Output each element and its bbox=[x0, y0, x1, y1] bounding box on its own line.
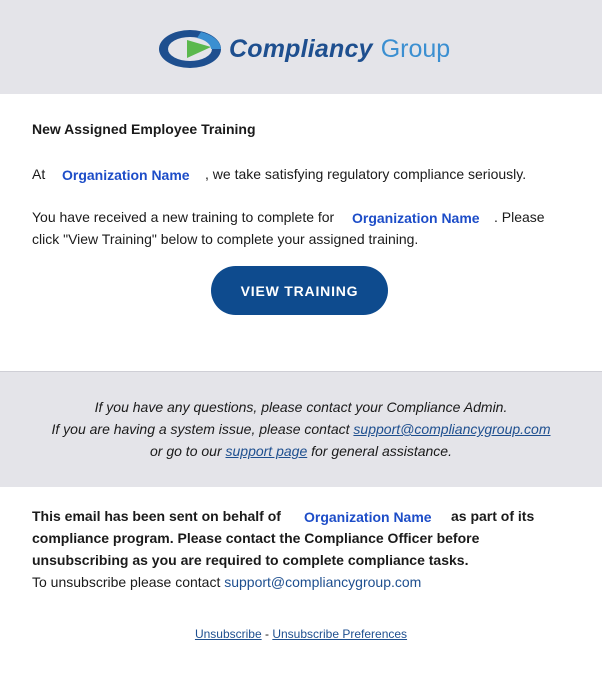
help-line-support-page bbox=[0, 440, 602, 462]
footer-support-email-link[interactable]: support@compliancygroup.com bbox=[224, 574, 422, 590]
help-system-issue-text: If you are having a system issue, please contact bbox=[51, 421, 350, 437]
training-instructions: click "View Training" below to complete your assigned training. bbox=[32, 231, 419, 247]
logo-text-group: Group bbox=[380, 34, 451, 63]
unsubscribe-link[interactable]: Unsubscribe bbox=[194, 627, 262, 641]
intro-suffix: , we take satisfying regulatory compliance seriously. bbox=[205, 166, 527, 182]
footer-unsubscribe-warning: unsubscribing as you are required to complete compliance tasks. bbox=[32, 552, 469, 568]
footer-compliance-text: compliance program. Please contact the Compliance Officer before bbox=[32, 530, 480, 546]
footer-contact-text: To unsubscribe please contact bbox=[32, 574, 221, 590]
unsubscribe-preferences-link[interactable]: Unsubscribe Preferences bbox=[272, 627, 408, 641]
help-general-assistance-text: for general assistance. bbox=[311, 443, 452, 459]
email-header bbox=[0, 0, 602, 94]
view-training-button[interactable]: VIEW TRAINING bbox=[211, 266, 388, 315]
footer-behalf-prefix: This email has been sent on behalf of bbox=[32, 508, 281, 524]
help-go-to-text: or go to our bbox=[150, 443, 222, 459]
compliancy-group-logo bbox=[157, 27, 450, 71]
unsubscribe-links bbox=[0, 627, 602, 641]
link-separator: - bbox=[264, 627, 269, 641]
organization-name: Organization Name bbox=[62, 167, 190, 183]
compliancy-group-logo-icon bbox=[157, 27, 223, 71]
organization-name: Organization Name bbox=[304, 509, 432, 525]
training-line-prefix: You have received a new training to complete for bbox=[32, 209, 335, 225]
organization-name: Organization Name bbox=[352, 210, 480, 226]
footer-behalf-suffix: as part of its bbox=[451, 508, 535, 524]
footer-unsubscribe-contact bbox=[32, 571, 421, 593]
logo-text-compliancy: Compliancy bbox=[229, 34, 373, 63]
support-page-link[interactable]: support page bbox=[225, 443, 308, 459]
help-line-questions: If you have any questions, please contact your Compliance Admin. bbox=[94, 399, 508, 415]
help-line-system-issue bbox=[0, 418, 602, 440]
support-email-link[interactable]: support@compliancygroup.com bbox=[353, 421, 551, 437]
training-line-suffix: . Please bbox=[494, 209, 545, 225]
intro-prefix: At bbox=[32, 166, 46, 182]
email-heading: New Assigned Employee Training bbox=[32, 121, 256, 137]
